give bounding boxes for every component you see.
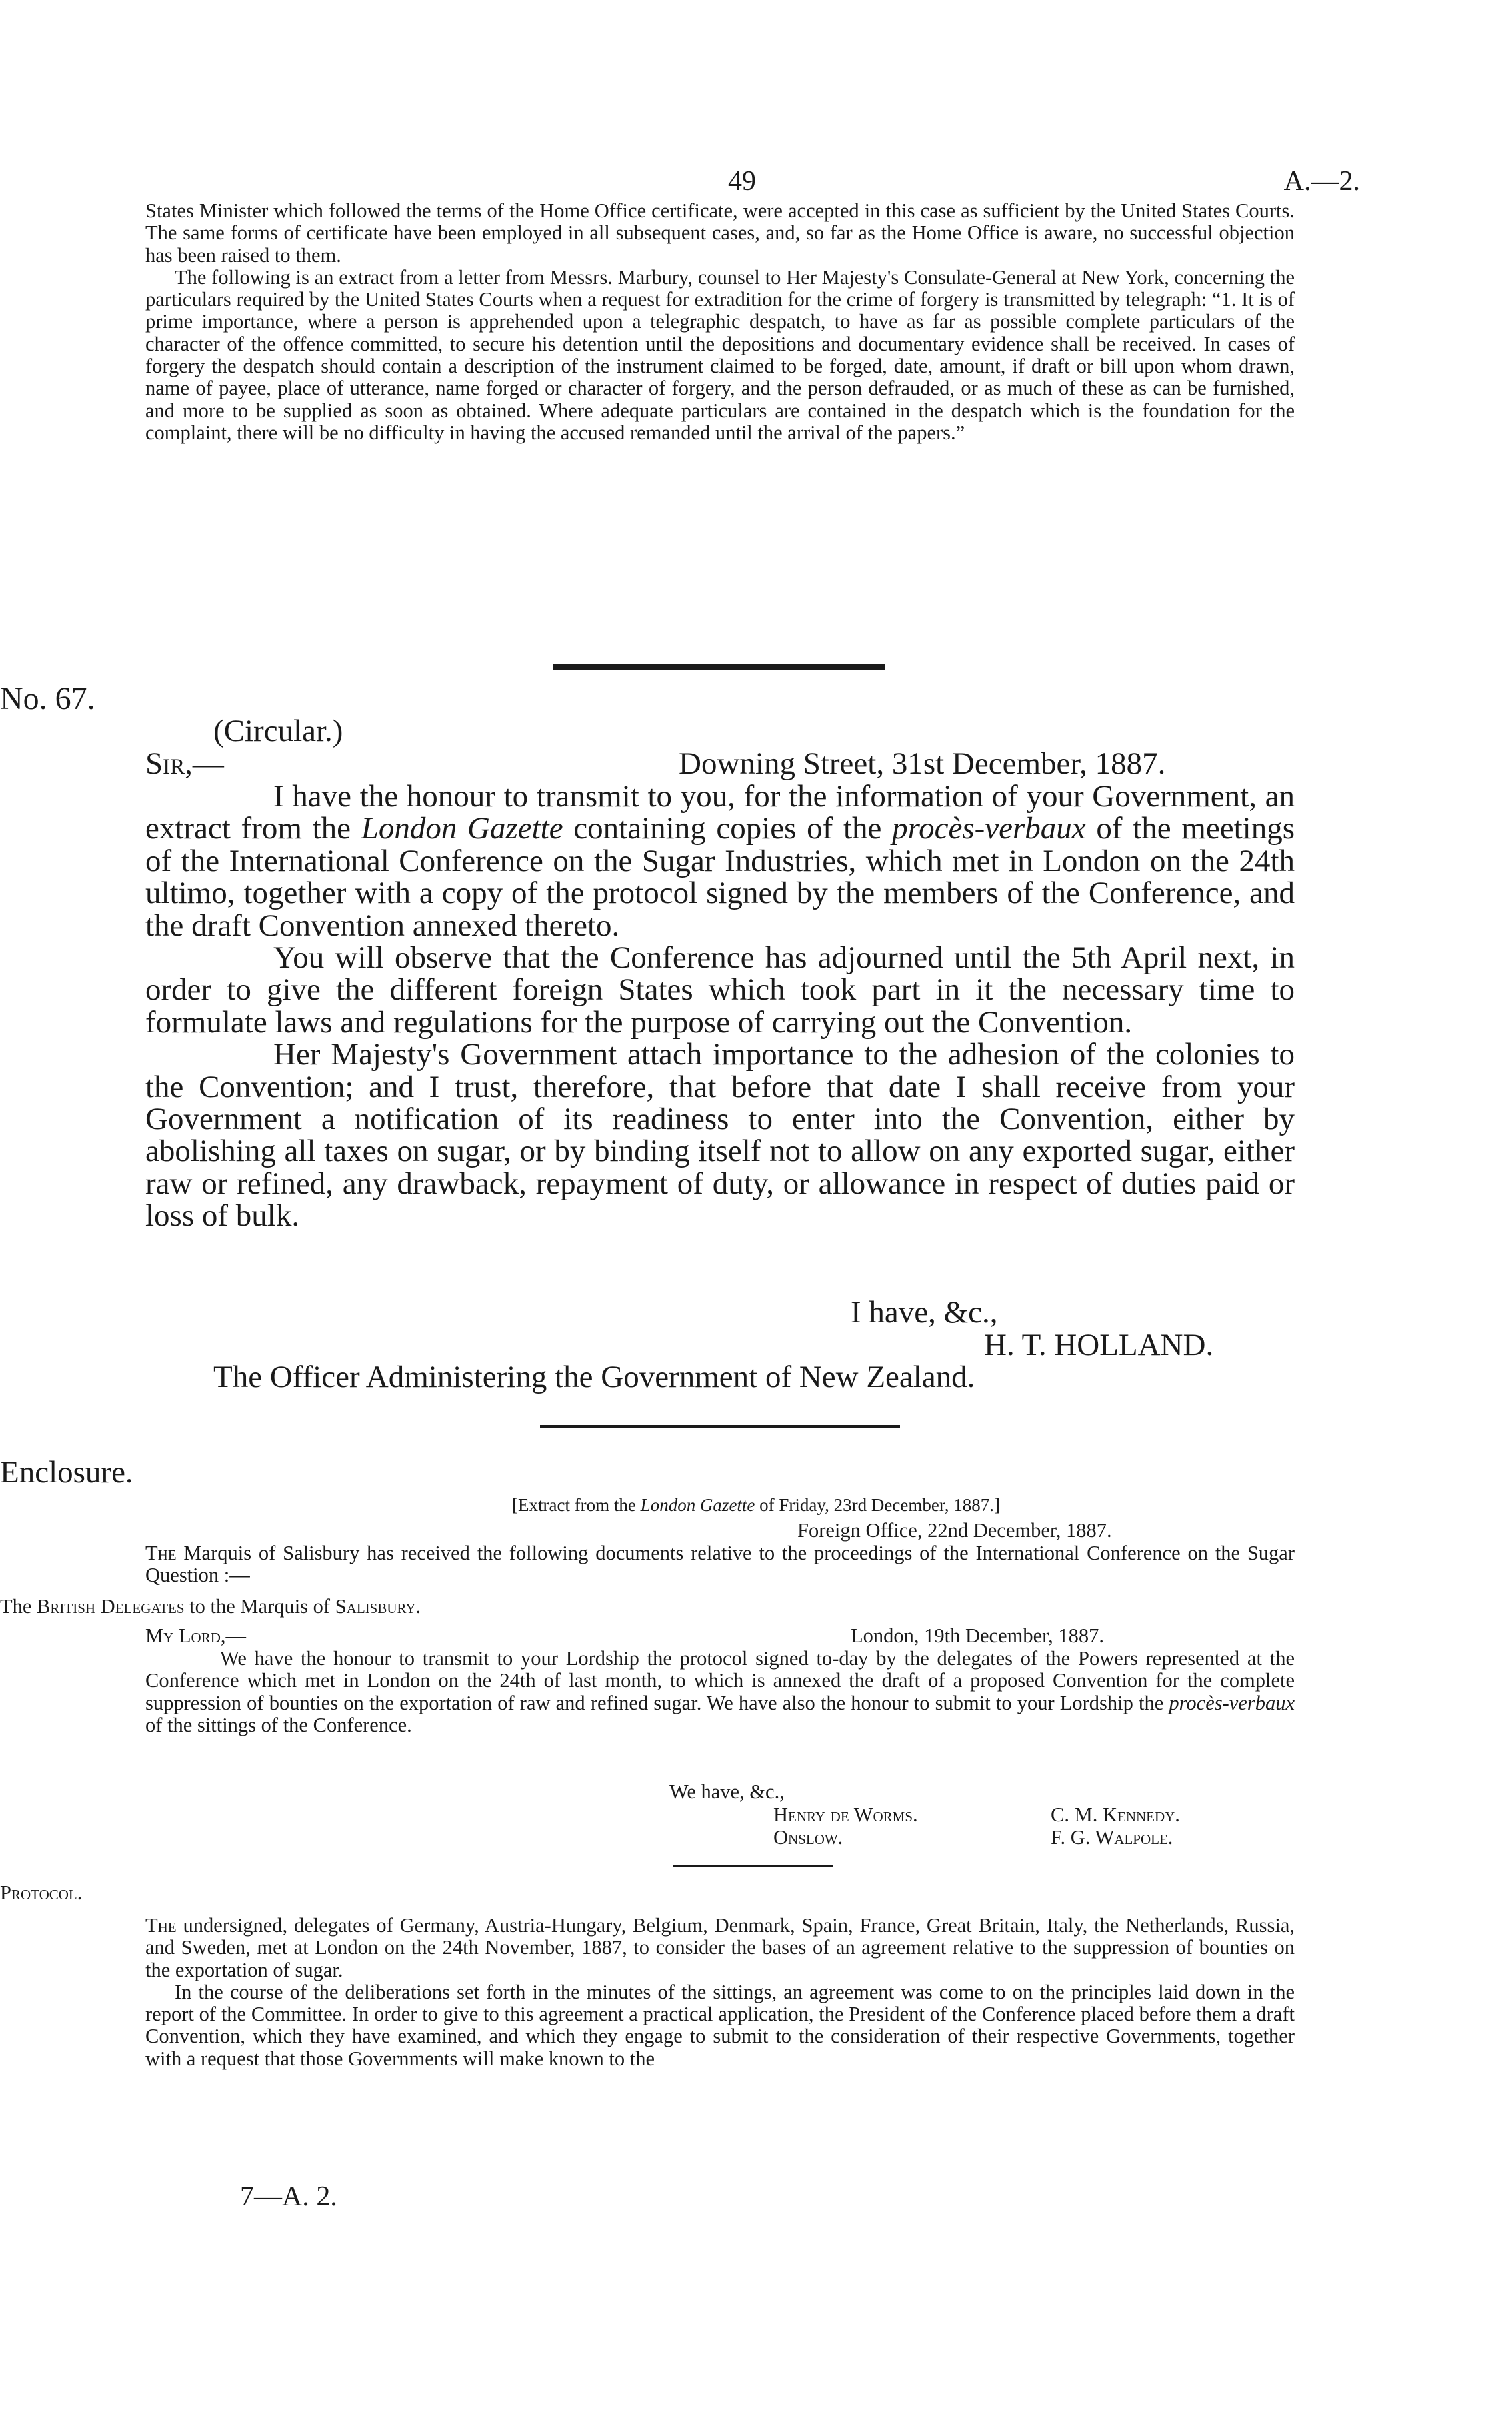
page-number: 49: [728, 166, 756, 197]
signatory-de-worms: Henry de Worms.: [773, 1803, 918, 1826]
enclosure-lead-paragraph: The Marquis of Salisbury has received the following documents relative to the proceedings of the International Conference on the Sugar Question :—: [145, 1542, 1295, 1587]
protocol-paragraph-1: The undersigned, delegates of Germany, Austria-Hungary, Belgium, Denmark, Spain, France, Great Britain, Italy, the Netherlands, Russia, and Sweden, met at London on the 24th November, 1887, to consider the bases of an agreement relative to the suppression of bounties on the exportation of sugar.: [145, 1914, 1295, 1981]
signature-mark: 7—A. 2.: [240, 2181, 337, 2212]
circular-label: (Circular.): [213, 714, 343, 748]
enclosure-letter-paragraph: We have the honour to transmit to your Lordship the protocol signed to-day by the delegates of the Powers represented at the Conference which met in London on the 24th of last month, to which is annexed the draft of a proposed Convention for the complete suppression of bounties on the exportation of raw and refined sugar. We have also the honour to submit to your Lordship the procès-verbaux of the sittings of the Conference.: [145, 1647, 1295, 1736]
protocol-heading: Protocol.: [0, 1881, 83, 1904]
letter-place-date: Downing Street, 31st December, 1887.: [679, 746, 1166, 781]
letter-closing: I have, &c.,: [851, 1295, 998, 1330]
intro-paragraph-1: States Minister which followed the terms of the Home Office certificate, were accepted in this case as sufficient by the United States Courts. The same forms of certificate have been employed in all subsequent cases, and, so far as the Home Office is aware, no successful objection has been raised to them.: [145, 199, 1295, 267]
letter-paragraph-2: You will observe that the Conference has adjourned until the 5th April next, in order to give the different foreign States which took part in it the necessary time to formulate laws and regulations for the purpose of carrying out the Convention.: [145, 940, 1295, 1040]
intro-section: [145, 200, 1295, 444]
letter-addressee: The Officer Administering the Government of New Zealand.: [213, 1360, 975, 1394]
signatory-walpole: F. G. Walpole.: [1051, 1826, 1173, 1849]
enclosure-closing: We have, &c.,: [669, 1780, 785, 1803]
section-rule: [540, 1425, 900, 1428]
delegates-heading: The British Delegates to the Marquis of Salisbury.: [0, 1595, 421, 1618]
enclosure-salutation: My Lord,—: [145, 1624, 247, 1647]
letter-signature: H. T. HOLLAND.: [984, 1328, 1214, 1362]
letter-salutation: Sir,—: [145, 746, 224, 781]
signatory-kennedy: C. M. Kennedy.: [1051, 1803, 1180, 1826]
foreign-office-date: Foreign Office, 22nd December, 1887.: [797, 1519, 1112, 1542]
gazette-extract-note: [Extract from the London Gazette of Friday, 23rd December, 1887.]: [512, 1495, 1000, 1515]
enclosure-title: Enclosure.: [0, 1455, 133, 1490]
enclosure-letter-date: London, 19th December, 1887.: [851, 1624, 1104, 1647]
short-rule: [673, 1865, 833, 1867]
document-reference: A.—2.: [1283, 166, 1360, 197]
heavy-rule: [553, 664, 885, 670]
protocol-body: [145, 1915, 1295, 2070]
enclosure-intro: [145, 1542, 1295, 1587]
letter-paragraph-1: I have the honour to transmit to you, for the information of your Government, an extract from the London Gazette containing copies of the procès-verbaux of the meetings of the International Conference on the Sugar Industries, which met in London on the 24th ultimo, together with a copy of the protocol signed by the members of the Conference, and the draft Convention annexed thereto.: [145, 779, 1295, 943]
protocol-paragraph-2: In the course of the deliberations set forth in the minutes of the sittings, an agreement was come to on the principles laid down in the report of the Committee. In order to give to this agreement a practical application, the President of the Conference placed before them a draft Convention, which they have examined, and which they engage to submit to the consideration of their respective Governments, together with a request that those Governments will make known to the: [145, 1980, 1295, 2070]
letter-number: No. 67.: [0, 681, 95, 716]
letter-body: [145, 780, 1295, 1232]
enclosure-body: [145, 1648, 1295, 1736]
letter-paragraph-3: Her Majesty's Government attach importance to the adhesion of the colonies to the Convention; and I trust, therefore, that before that date I shall receive from your Government a notification of its readiness to enter into the Convention, either by abolishing all taxes on sugar, or by binding itself not to allow on any exported sugar, either raw or refined, any drawback, repayment of duty, or allowance in respect of duties paid or loss of bulk.: [145, 1037, 1295, 1234]
intro-paragraph-2: The following is an extract from a letter from Messrs. Marbury, counsel to Her Majesty's Consulate-General at New York, concerning the particulars required by the United States Courts when a request for extradition for the crime of forgery is transmitted by telegraph: “1. It is of prime importance, where a person is apprehended upon a telegraphic despatch, to have as far as possible complete particulars of the character of the offence committed, to secure his detention until the depositions and documentary evidence shall be received. In cases of forgery the despatch should contain a description of the instrument claimed to be forged, date, amount, if draft or bill upon whom drawn, name of payee, place of utterance, name forged or character of forgery, and the person defrauded, or as much of these as can be furnished, and more to be supplied as soon as obtained. Where adequate particulars are contained in the despatch which is the foundation for the complaint, there will be no difficulty in having the accused remanded until the arrival of the papers.”: [145, 265, 1295, 444]
signatory-onslow: Onslow.: [773, 1826, 843, 1849]
